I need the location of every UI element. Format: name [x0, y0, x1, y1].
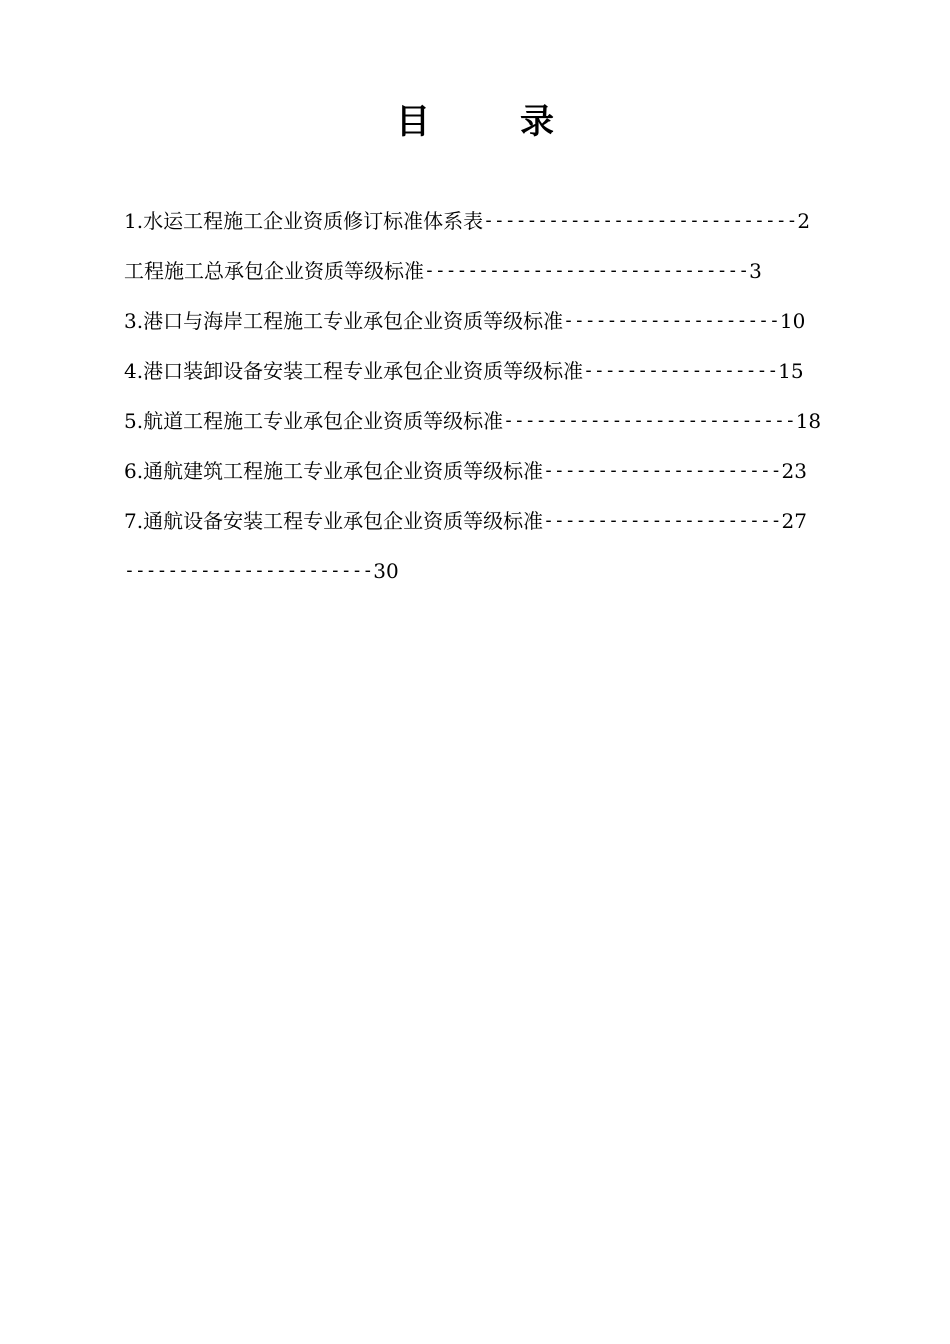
toc-entry-label: 5.航道工程施工专业承包企业资质等级标准 [124, 409, 504, 433]
toc-entry-page: 23 [781, 459, 807, 483]
toc-entry-label: 6.通航建筑工程施工专业承包企业资质等级标准 [124, 459, 544, 483]
toc-entry-label: 7.通航设备安装工程专业承包企业资质等级标准 [124, 509, 544, 533]
toc-entry-leader: ----------------------------- [483, 210, 798, 231]
toc-entry-leader: ------------------------------ [424, 260, 750, 281]
toc-entry-8[interactable] [124, 546, 864, 596]
title-char-2: 录 [520, 102, 554, 142]
toc-entry-label: 4.港口装卸设备安装工程专业承包企业资质等级标准 [124, 359, 584, 383]
toc-entry-6[interactable] [124, 446, 864, 496]
toc-entry-5[interactable] [124, 396, 864, 446]
toc-entry-page: 10 [779, 309, 806, 333]
toc-entry-label: 工程施工总承包企业资质等级标准 [124, 259, 424, 283]
toc-entry-page: 3 [749, 259, 762, 283]
page-title [0, 98, 950, 146]
toc-entry-leader: ---------------------- [543, 460, 782, 481]
toc-entry-page: 27 [781, 509, 807, 533]
toc-entry-leader: ---------------------- [543, 510, 782, 531]
toc-entry-4[interactable] [124, 346, 864, 396]
toc-entry-2[interactable] [124, 246, 864, 296]
toc-entry-3[interactable] [124, 296, 864, 346]
toc-entry-7[interactable] [124, 496, 864, 546]
toc-entry-page: 30 [373, 559, 399, 583]
toc-entry-leader: -------------------- [563, 310, 780, 331]
toc-entry-1[interactable] [124, 196, 864, 246]
toc-entry-leader: ------------------ [583, 360, 779, 381]
toc-entry-page: 18 [795, 409, 822, 433]
toc-entry-page: 2 [797, 209, 811, 233]
toc-entry-leader: --------------------------- [503, 410, 796, 431]
toc-entry-label: 3.港口与海岸工程施工专业承包企业资质等级标准 [124, 309, 564, 333]
table-of-contents [124, 196, 864, 596]
toc-entry-label: 1.水运工程施工企业资质修订标准体系表 [124, 209, 484, 233]
title-char-1: 目 [396, 102, 430, 142]
toc-entry-leader: ----------------------- [124, 560, 374, 581]
toc-entry-page: 15 [778, 359, 804, 383]
